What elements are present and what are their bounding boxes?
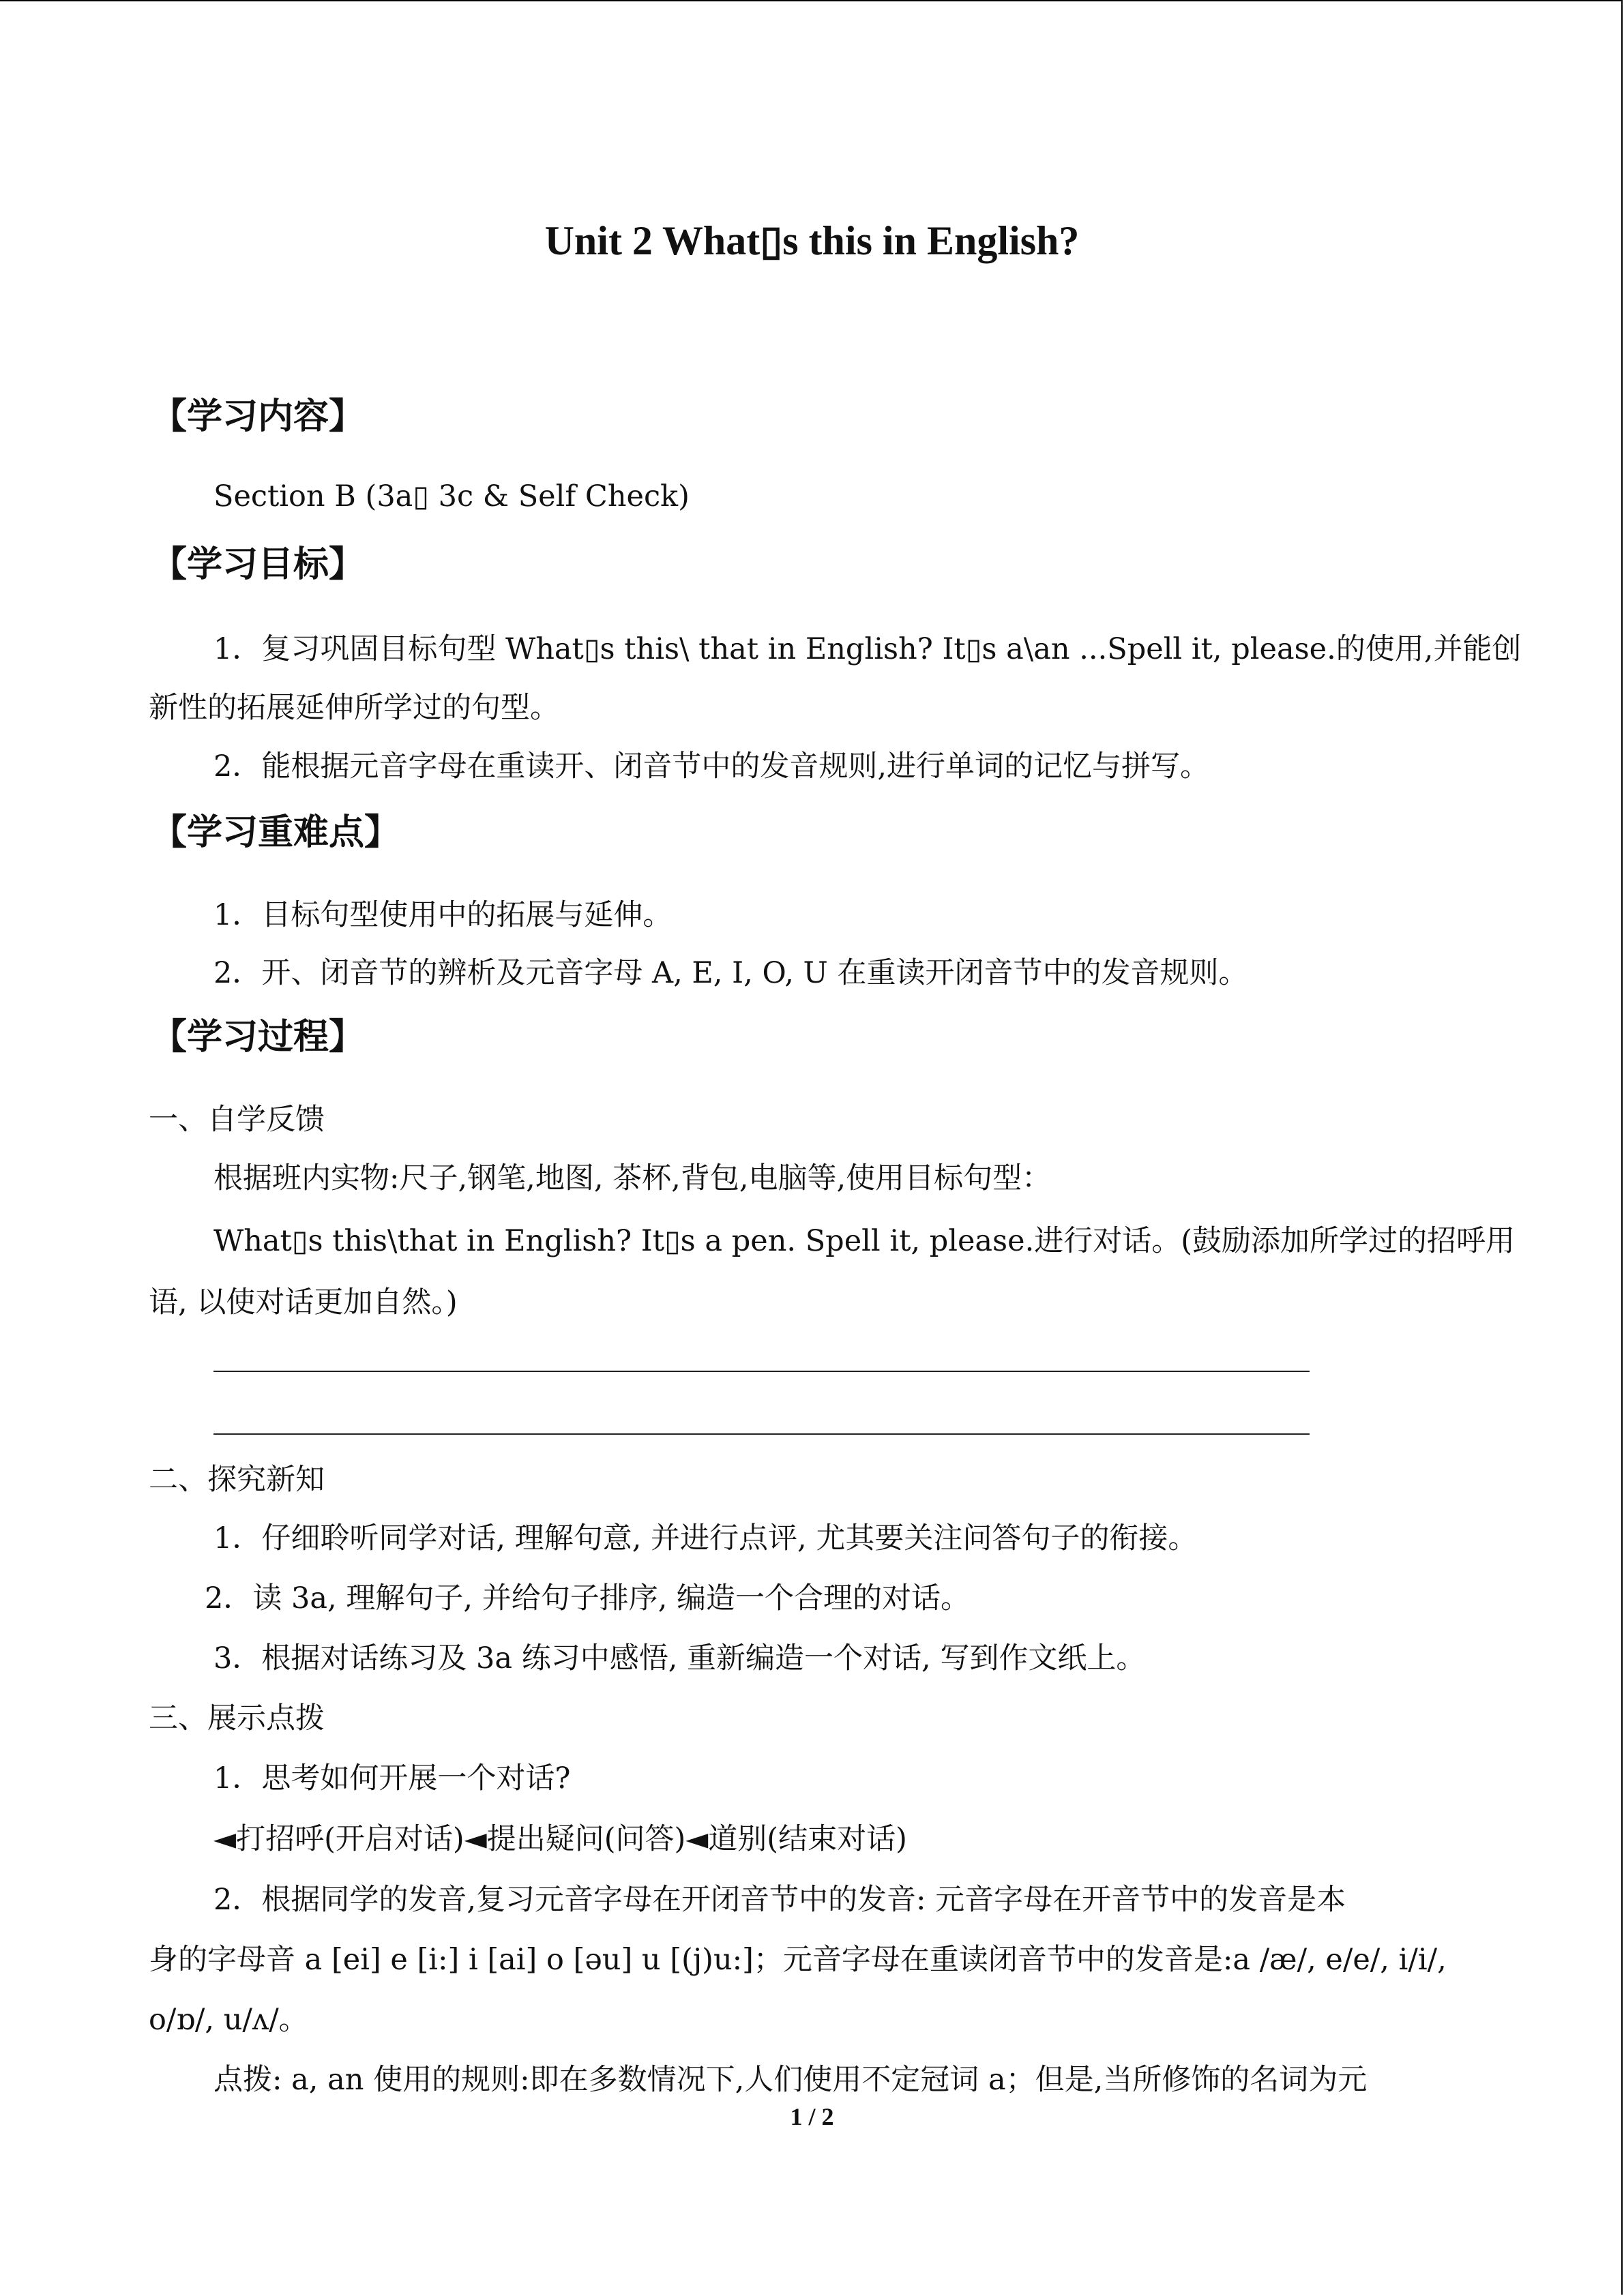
part-3-heading: 三、展示点拨 — [149, 1701, 325, 1735]
part-1-heading: 一、自学反馈 — [149, 1103, 325, 1137]
heading-key-points: 【学习重难点】 — [151, 812, 400, 853]
content-text: Section B (3a▯ 3c & Self Check) — [213, 479, 690, 513]
answer-line-1 — [213, 1371, 1310, 1372]
key-point-2: 2．开、闭音节的辨析及元音字母 A, E, I, O, U 在重读开闭音节中的发音规则。 — [213, 956, 1248, 990]
part-1-line-3: 语, 以使对话更加自然。) — [149, 1285, 458, 1320]
part-1-line-1: 根据班内实物:尺子,钢笔,地图, 茶杯,背包,电脑等,使用目标句型： — [213, 1161, 1052, 1195]
heading-learning-content: 【学习内容】 — [151, 396, 365, 437]
part-2-item-2: 2．读 3a, 理解句子, 并给句子排序, 编造一个合理的对话。 — [205, 1581, 971, 1615]
part-2-heading: 二、探究新知 — [149, 1463, 325, 1497]
part-1-line-2: What▯s this\that in English? It▯s a pen. Spell it, please.进行对话。(鼓励添加所学过的招呼用 — [213, 1224, 1516, 1258]
part-3-item-2-line-3: o/ɒ/, u/ʌ/。 — [149, 2003, 308, 2037]
part-3-flow: ◄打招呼(开启对话)◄提出疑问(问答)◄道别(结束对话) — [213, 1822, 907, 1856]
key-point-1: 1．目标句型使用中的拓展与延伸。 — [213, 898, 673, 932]
part-3-item-1: 1．思考如何开展一个对话? — [213, 1761, 571, 1795]
part-3-item-2-line-2: 身的字母音 a [ei] e [i:] i [ai] o [əu] u [(j)u:]；元音字母在重读闭音节中的发音是:a /æ/, e/e/, i/i/, — [149, 1943, 1447, 1977]
part-2-item-3: 3．根据对话练习及 3a 练习中感悟, 重新编造一个对话, 写到作文纸上。 — [213, 1641, 1146, 1675]
part-2-item-1: 1．仔细聆听同学对话, 理解句意, 并进行点评, 尤其要关注问答句子的衔接。 — [213, 1521, 1198, 1555]
part-3-item-2-line-1: 2．根据同学的发音,复习元音字母在开闭音节中的发音: 元音字母在开音节中的发音是本 — [213, 1883, 1346, 1917]
document-title: Unit 2 What▯s this in English? — [544, 218, 1080, 263]
answer-line-2 — [213, 1433, 1310, 1435]
goal-1-line-2: 新性的拓展延伸所学过的句型。 — [149, 691, 559, 725]
page-number: 1 / 2 — [790, 2103, 834, 2130]
goal-2: 2．能根据元音字母在重读开、闭音节中的发音规则,进行单词的记忆与拼写。 — [213, 749, 1210, 784]
heading-learning-goals: 【学习目标】 — [151, 544, 365, 585]
heading-learning-process: 【学习过程】 — [151, 1017, 365, 1058]
goal-1-line-1: 1．复习巩固目标句型 What▯s this\ that in English? It▯s a\an ...Spell it, please.的使用,并能创 — [213, 632, 1522, 666]
part-3-tip: 点拨: a, an 使用的规则:即在多数情况下,人们使用不定冠词 a；但是,当所修饰的名词为元 — [213, 2063, 1368, 2097]
